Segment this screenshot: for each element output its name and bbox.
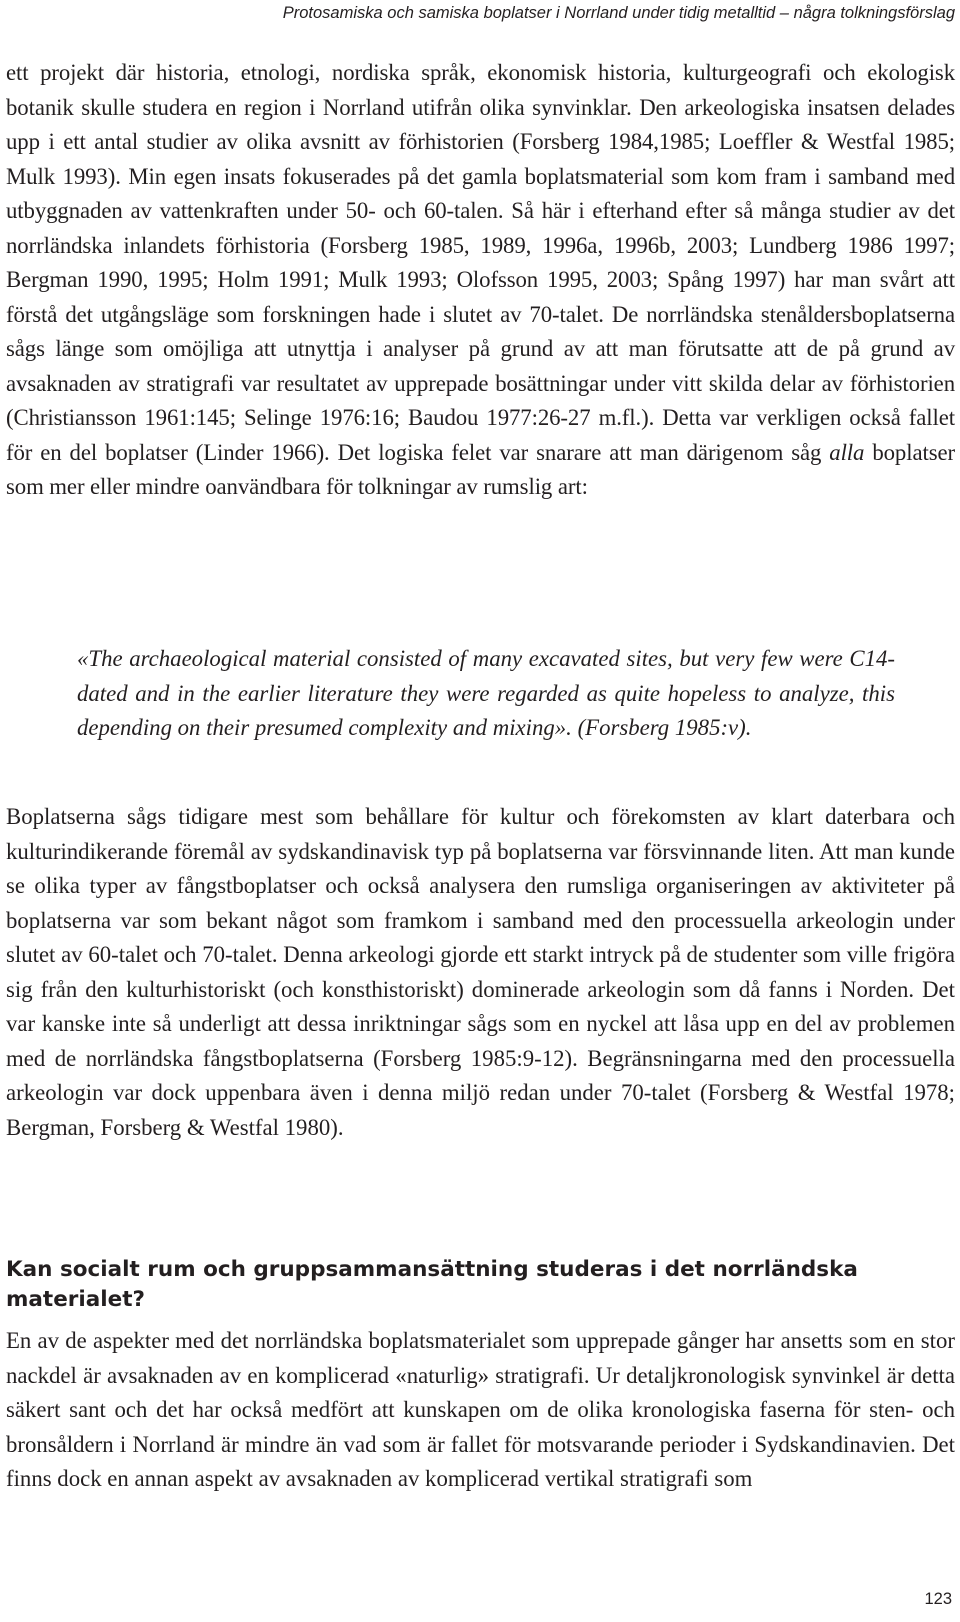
page-number: 123 <box>924 1590 952 1608</box>
paragraph-1-text: ett projekt där historia, etnologi, nordiska språk, ekonomisk historia, kulturgeografi och ekologisk botanik skulle studera en region i Norrland utifrån olika synvinklar. Den arkeologiska insatsen delades upp i ett antal studier av olika avsnitt av förhistorien (Forsberg 1984,1985; Loeffler & Westfal 1985; Mulk 1993). Min egen insats fokuserades på det gamla boplatsmaterial som kom fram i samband med utbyggnaden av vattenkraften under 50- och 60-talen. Så här i efterhand efter så många studier av det norrländska inlandets förhistoria (Forsberg 1985, 1989, 1996a, 1996b, 2003; Lundberg 1986 1997; Bergman 1990, 1995; Holm 1991; Mulk 1993; Olofsson 1995, 2003; Spång 1997) har man svårt att förstå det utgångsläge som forskningen hade i slutet av 70-talet. De norrländska stenåldersboplatserna sågs länge som omöjliga att utnyttja i analyser på grund av att man förutsatte att de på grund av avsaknaden av stratigrafi var resultatet av upprepade bosättningar under vitt skilda delar av förhistorien (Christiansson 1961:145; Selinge 1976:16; Baudou 1977:26-27 m.fl.). Detta var verkligen också fallet för en del boplatser (Linder 1966). Det logiska felet var snarare att man därigenom såg <box>6 60 955 465</box>
body-paragraph-1 <box>6 56 955 505</box>
body-paragraph-3: En av de aspekter med det norrländska boplatsmaterialet som upprepade gånger har ansetts som en stor nackdel är avsaknaden av en komplicerad «naturlig» stratigrafi. Ur detaljkronologisk synvinkel är detta säkert sant och det har också medfört att kunskapen om de olika kronologiska faserna för sten- och bronsåldern i Norrland är mindre än vad som är fallet för motsvarande perioder i Sydskandinavien. Det finns dock en annan aspekt av avsaknaden av komplicerad vertikal stratigrafi som <box>6 1328 955 1491</box>
paragraph-1-text-end: boplatser som mer eller mindre oanvändbara för tolkningar av rumslig art: <box>6 439 955 499</box>
emphasis-alla: alla <box>829 439 865 465</box>
body-paragraph-2: Boplatserna sågs tidigare mest som behållare för kultur och förekomsten av klart daterbara och kulturindikerande föremål av sydskandinavisk typ på boplatserna var försvinnande liten. Att man kunde se olika typer av fångstboplatser och också analysera den rumsliga organiseringen av aktiviteter på boplatserna var som bekant något som framkom i samband med den processuella arkeologin under slutet av 60-talet och 70-talet. Denna arkeologi gjorde ett starkt intryck på de studenter som ville frigöra sig från den kulturhistoriskt (och konsthistoriskt) dominerade arkeologin som då fanns i Norden. Det var kanske inte så underligt att dessa inriktningar sågs som en nyckel att låsa upp en del av problemen med de norrländska fångstboplatserna (Forsberg 1985:9-12). Begränsningarna med den processuella arkeologin var dock uppenbara även i denna miljö redan under 70-talet (Forsberg & Westfal 1978; Bergman, Forsberg & Westfal 1980). <box>6 804 955 1140</box>
block-quote: «The archaeological material consisted of many excavated sites, but very few were C14-dated and in the earlier literature they were regarded as quite hopeless to analyze, this depending on their presumed complexity and mixing». (Forsberg 1985:v). <box>77 646 895 740</box>
running-header: Protosamiska och samiska boplatser i Norrland under tidig metalltid – några tolkningsförslag <box>282 4 955 22</box>
section-heading: Kan socialt rum och gruppsammansättning studeras i det norrländska materialet? <box>6 1257 858 1312</box>
